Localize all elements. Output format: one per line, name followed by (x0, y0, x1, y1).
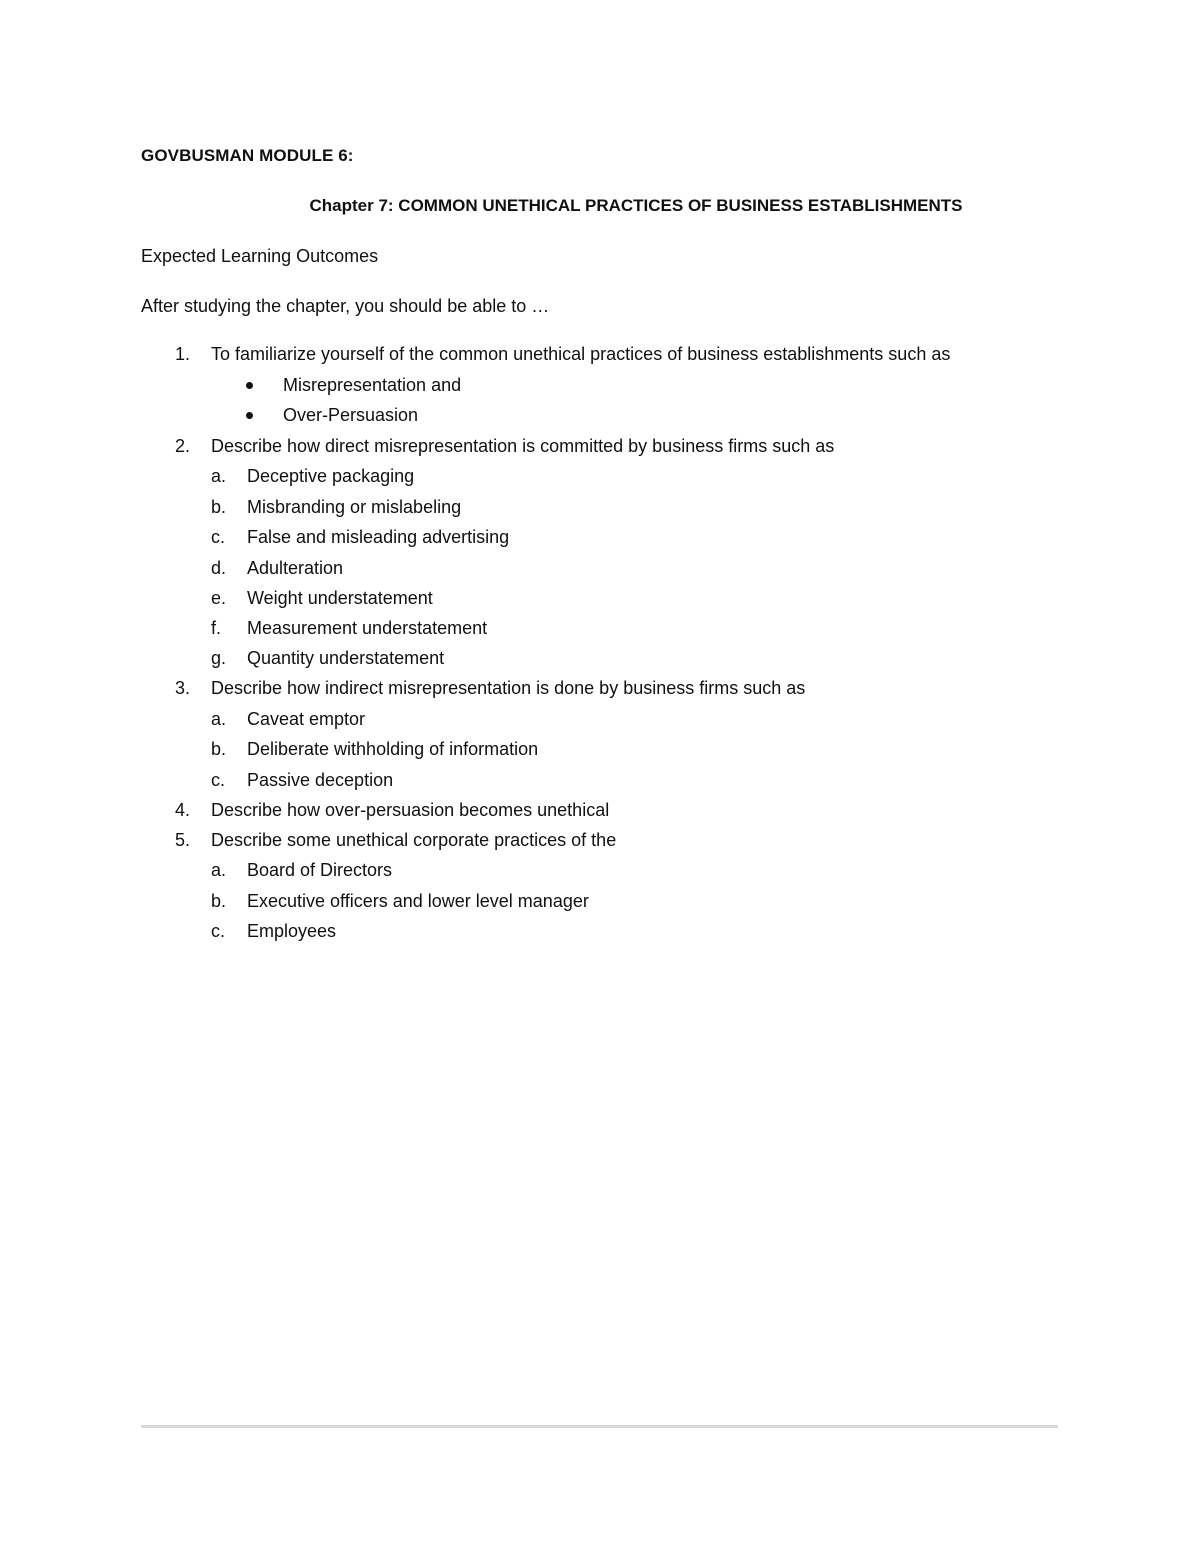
bullet-item: Misrepresentation and (283, 375, 462, 395)
outcome-number: 5. (175, 830, 191, 850)
bullet-icon (246, 382, 253, 389)
subitem-letter: c. (211, 770, 226, 790)
chapter-title: Chapter 7: COMMON UNETHICAL PRACTICES OF BUSINESS ESTABLISHMENTS (309, 196, 963, 215)
subitem-text: Adulteration (247, 558, 344, 578)
outcome-number: 1. (175, 344, 191, 364)
subitem-letter: f. (211, 618, 222, 638)
subitem-text: Deceptive packaging (247, 466, 415, 486)
subitem-text: Passive deception (247, 770, 394, 790)
subitem-text: Executive officers and lower level manager (247, 891, 589, 911)
subitem-text: Caveat emptor (247, 709, 366, 729)
outcome-number: 2. (175, 436, 191, 456)
subitem-letter: b. (211, 497, 227, 517)
subitem-text: Misbranding or mislabeling (247, 497, 462, 517)
subitem-text: Measurement understatement (247, 618, 488, 638)
subitem-letter: g. (211, 648, 227, 668)
outcome-text: To familiarize yourself of the common unethical practices of business establishments such as (211, 344, 951, 364)
subitem-letter: a. (211, 860, 227, 880)
bullet-item: Over-Persuasion (283, 405, 419, 425)
outcome-number: 4. (175, 800, 191, 820)
subitem-letter: e. (211, 588, 227, 608)
outcome-number: 3. (175, 678, 191, 698)
subitem-text: False and misleading advertising (247, 527, 510, 547)
subitem-letter: a. (211, 466, 227, 486)
footer-divider (141, 1425, 1058, 1428)
subitem-letter: c. (211, 527, 226, 547)
subitem-text: Deliberate withholding of information (247, 739, 539, 759)
bullet-icon (246, 412, 253, 419)
outcome-text: Describe some unethical corporate practices of the (211, 830, 617, 850)
outcome-text: Describe how over-persuasion becomes unethical (211, 800, 610, 820)
outcome-text: Describe how direct misrepresentation is committed by business firms such as (211, 436, 835, 456)
subitem-letter: b. (211, 739, 227, 759)
intro-line: After studying the chapter, you should be able to … (141, 296, 550, 316)
subitem-letter: b. (211, 891, 227, 911)
subitem-letter: d. (211, 558, 227, 578)
outcomes-heading: Expected Learning Outcomes (141, 246, 379, 266)
subitem-text: Employees (247, 921, 337, 941)
subitem-text: Board of Directors (247, 860, 393, 880)
subitem-letter: a. (211, 709, 227, 729)
subitem-letter: c. (211, 921, 226, 941)
module-title: GOVBUSMAN MODULE 6: (141, 146, 354, 165)
subitem-text: Weight understatement (247, 588, 433, 608)
subitem-text: Quantity understatement (247, 648, 445, 668)
outcome-text: Describe how indirect misrepresentation is done by business firms such as (211, 678, 806, 698)
